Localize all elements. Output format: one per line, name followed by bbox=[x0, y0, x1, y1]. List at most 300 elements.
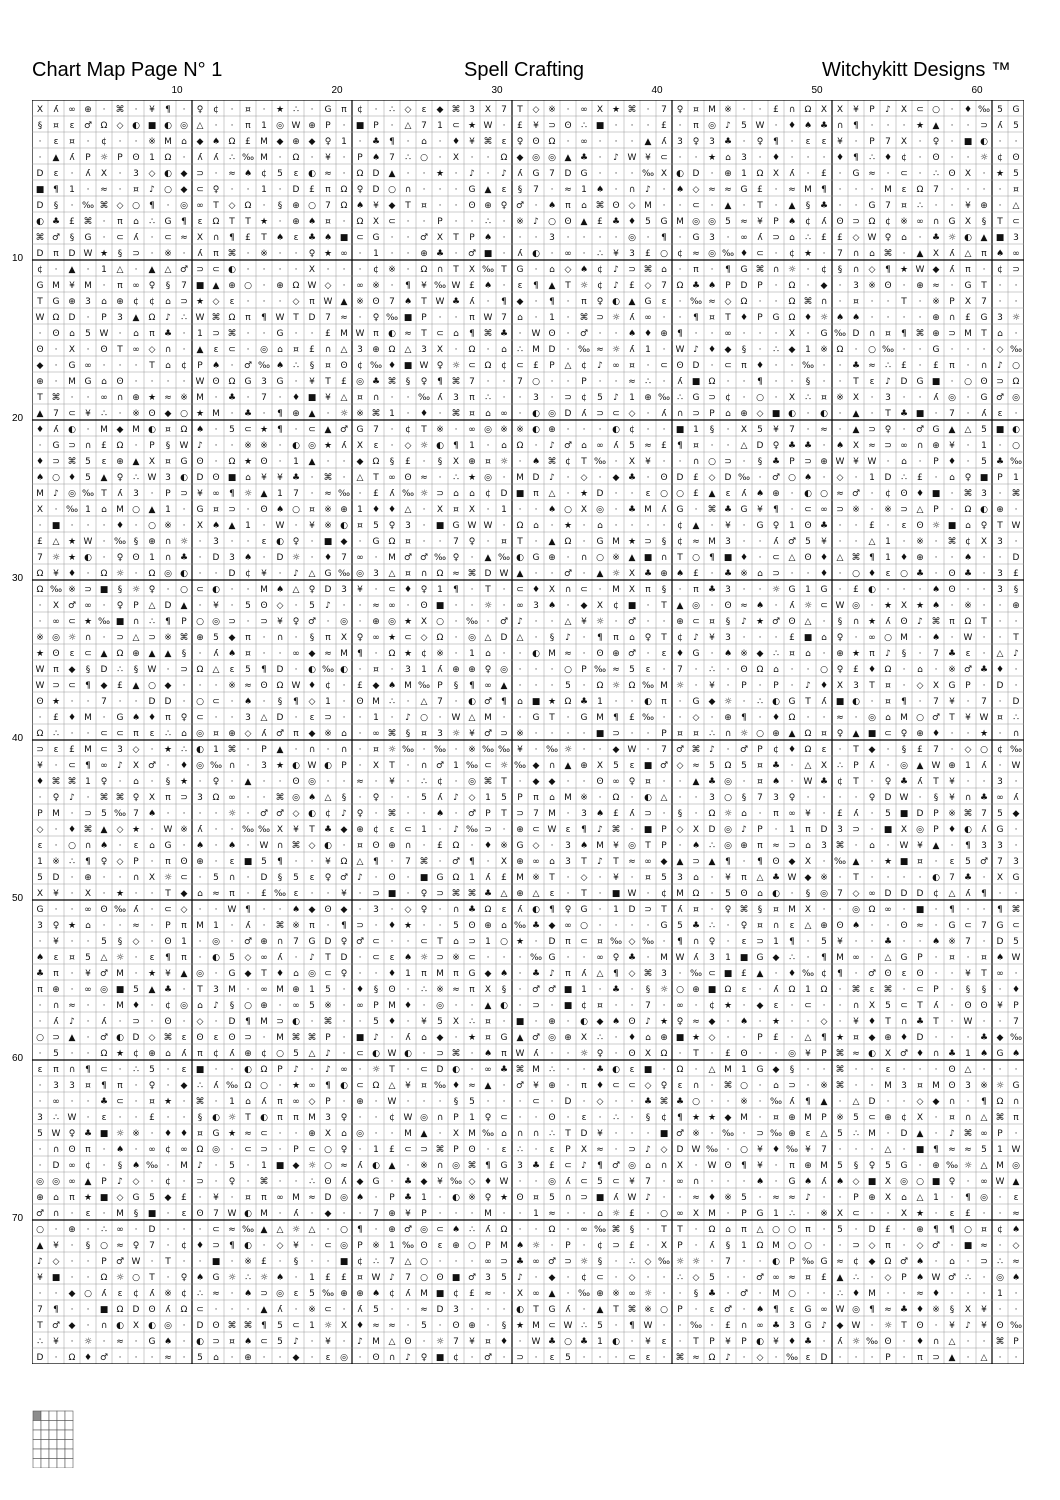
stitch-symbol: ≈ bbox=[244, 1129, 252, 1139]
stitch-symbol: Ω bbox=[357, 169, 364, 179]
stitch-symbol: · bbox=[999, 1065, 1002, 1075]
stitch-symbol: ∩ bbox=[277, 937, 284, 947]
stitch-symbol: £ bbox=[69, 745, 75, 755]
stitch-symbol: § bbox=[278, 697, 283, 707]
stitch-symbol: π bbox=[181, 953, 187, 963]
stitch-symbol: ∩ bbox=[229, 873, 236, 883]
stitch-symbol: £ bbox=[853, 585, 859, 595]
stitch-symbol: · bbox=[295, 857, 298, 867]
stitch-symbol: M bbox=[804, 185, 812, 195]
stitch-symbol: ♦ bbox=[868, 665, 876, 675]
stitch-symbol: § bbox=[166, 281, 171, 291]
stitch-symbol: ※ bbox=[500, 841, 508, 851]
stitch-symbol: · bbox=[615, 185, 618, 195]
stitch-symbol: § bbox=[790, 1065, 795, 1075]
stitch-symbol: M bbox=[84, 745, 92, 755]
stitch-symbol: ○ bbox=[276, 1049, 284, 1059]
stitch-symbol: ¢ bbox=[165, 1001, 171, 1011]
stitch-symbol: · bbox=[951, 969, 954, 979]
stitch-symbol: ◆ bbox=[821, 281, 828, 291]
stitch-symbol: § bbox=[310, 361, 315, 371]
stitch-symbol: Ⅹ bbox=[485, 985, 491, 995]
stitch-symbol: · bbox=[71, 393, 74, 403]
stitch-symbol: ∞ bbox=[84, 361, 92, 371]
stitch-symbol: ◆ bbox=[789, 345, 796, 355]
stitch-symbol: ⊂ bbox=[628, 1353, 636, 1363]
stitch-symbol: · bbox=[615, 169, 618, 179]
stitch-symbol: ¶ bbox=[853, 121, 859, 131]
stitch-symbol: △ bbox=[949, 1337, 956, 1347]
stitch-symbol: ∴ bbox=[853, 1129, 859, 1139]
stitch-symbol: · bbox=[215, 569, 218, 579]
stitch-symbol: § bbox=[182, 649, 187, 659]
stitch-symbol: · bbox=[471, 585, 474, 595]
stitch-symbol: ※ bbox=[948, 937, 956, 947]
stitch-symbol: ☼ bbox=[372, 1065, 380, 1075]
stitch-symbol: ◎ bbox=[260, 345, 268, 355]
stitch-symbol: ⌘ bbox=[324, 473, 333, 483]
stitch-symbol: § bbox=[278, 873, 283, 883]
stitch-symbol: Ω bbox=[293, 281, 300, 291]
stitch-symbol: ε bbox=[374, 441, 379, 451]
stitch-symbol: ◎ bbox=[996, 1273, 1004, 1283]
stitch-symbol: · bbox=[279, 153, 282, 163]
stitch-symbol: £ bbox=[789, 633, 795, 643]
stitch-symbol: · bbox=[151, 1129, 154, 1139]
stitch-symbol: ⊕ bbox=[388, 1209, 396, 1219]
stitch-symbol: · bbox=[71, 201, 74, 211]
stitch-symbol: ≈ bbox=[564, 185, 572, 195]
stitch-symbol: ♠ bbox=[324, 233, 332, 243]
stitch-symbol: · bbox=[855, 793, 858, 803]
stitch-symbol: · bbox=[39, 617, 42, 627]
stitch-symbol: · bbox=[263, 697, 266, 707]
stitch-symbol: ▲ bbox=[309, 409, 316, 419]
stitch-symbol: · bbox=[455, 1001, 458, 1011]
stitch-symbol: ʎ bbox=[261, 729, 267, 739]
stitch-symbol: ○ bbox=[324, 1145, 332, 1155]
stitch-symbol: T bbox=[100, 489, 107, 499]
stitch-symbol: ⊂ bbox=[516, 585, 524, 595]
stitch-symbol: · bbox=[583, 569, 586, 579]
stitch-symbol: ♠ bbox=[756, 1305, 764, 1315]
stitch-symbol: · bbox=[231, 921, 234, 931]
stitch-symbol: · bbox=[615, 1145, 618, 1155]
column-number: 20 bbox=[327, 85, 347, 97]
stitch-symbol: ⊕ bbox=[596, 1289, 604, 1299]
stitch-symbol: · bbox=[407, 697, 410, 707]
stitch-symbol: ♪ bbox=[597, 857, 603, 867]
stitch-symbol: · bbox=[151, 1177, 154, 1187]
stitch-symbol: T bbox=[500, 265, 507, 275]
stitch-symbol: · bbox=[903, 873, 906, 883]
stitch-symbol: ∞ bbox=[916, 217, 924, 227]
stitch-symbol: △ bbox=[565, 617, 572, 627]
stitch-symbol: § bbox=[982, 985, 987, 995]
stitch-symbol: · bbox=[503, 585, 506, 595]
stitch-symbol: ♣ bbox=[580, 153, 588, 163]
stitch-symbol: ¢ bbox=[133, 1289, 139, 1299]
stitch-symbol: ■ bbox=[644, 825, 653, 835]
stitch-symbol: ☼ bbox=[116, 569, 124, 579]
stitch-symbol: ◇ bbox=[853, 233, 860, 243]
stitch-symbol: ¶ bbox=[821, 1033, 827, 1043]
stitch-symbol: ⌂ bbox=[805, 649, 811, 659]
stitch-symbol: · bbox=[503, 217, 506, 227]
stitch-symbol: · bbox=[983, 553, 986, 563]
stitch-symbol: 3 bbox=[997, 841, 1003, 851]
stitch-symbol: · bbox=[711, 1177, 714, 1187]
stitch-symbol: ≈ bbox=[964, 1145, 972, 1155]
stitch-symbol: ε bbox=[390, 825, 395, 835]
stitch-symbol: · bbox=[439, 1097, 442, 1107]
stitch-symbol: T bbox=[884, 1017, 891, 1027]
stitch-symbol: ★ bbox=[436, 169, 444, 179]
stitch-symbol: ∩ bbox=[549, 761, 556, 771]
stitch-symbol: ∩ bbox=[773, 921, 780, 931]
stitch-symbol: · bbox=[791, 505, 794, 515]
stitch-symbol: ⌘ bbox=[116, 105, 125, 115]
stitch-symbol: ¶ bbox=[85, 681, 91, 691]
stitch-symbol: · bbox=[407, 249, 410, 259]
stitch-symbol: ⌘ bbox=[164, 1033, 173, 1043]
stitch-symbol: G bbox=[85, 377, 92, 387]
stitch-symbol: £ bbox=[469, 1289, 475, 1299]
stitch-symbol: ⌂ bbox=[597, 1209, 603, 1219]
stitch-symbol: ♂ bbox=[356, 937, 364, 947]
stitch-symbol: G bbox=[677, 505, 684, 515]
stitch-symbol: · bbox=[871, 809, 874, 819]
stitch-symbol: △ bbox=[789, 553, 796, 563]
stitch-symbol: ε bbox=[870, 985, 875, 995]
stitch-symbol: ※ bbox=[980, 1081, 988, 1091]
stitch-symbol: · bbox=[839, 1241, 842, 1251]
stitch-symbol: · bbox=[455, 633, 458, 643]
stitch-symbol: £ bbox=[821, 169, 827, 179]
stitch-symbol: P bbox=[725, 281, 731, 291]
stitch-symbol: ∴ bbox=[517, 1145, 523, 1155]
stitch-symbol: △ bbox=[405, 121, 412, 131]
stitch-symbol: π bbox=[261, 1193, 267, 1203]
stitch-symbol: T bbox=[260, 233, 267, 243]
stitch-symbol: · bbox=[903, 905, 906, 915]
stitch-symbol: ʎ bbox=[677, 377, 683, 387]
stitch-symbol: ♣ bbox=[84, 1129, 92, 1139]
stitch-symbol: ※ bbox=[164, 249, 172, 259]
stitch-symbol: Ω bbox=[549, 137, 556, 147]
stitch-symbol: £ bbox=[245, 137, 251, 147]
stitch-symbol: ◆ bbox=[869, 1033, 876, 1043]
stitch-symbol: · bbox=[279, 297, 282, 307]
stitch-symbol: ♣ bbox=[724, 137, 732, 147]
stitch-symbol: ʎ bbox=[245, 921, 251, 931]
stitch-symbol: ∩ bbox=[133, 617, 140, 627]
stitch-symbol: ☼ bbox=[724, 697, 732, 707]
stitch-symbol: P bbox=[661, 729, 667, 739]
stitch-symbol: Ⅹ bbox=[981, 537, 987, 547]
stitch-symbol: ♦ bbox=[916, 1305, 924, 1315]
stitch-symbol: ∞ bbox=[484, 1257, 492, 1267]
stitch-symbol: ■ bbox=[356, 1033, 365, 1043]
stitch-symbol: 3 bbox=[981, 489, 987, 499]
stitch-symbol: T bbox=[852, 873, 859, 883]
stitch-symbol: ▲ bbox=[197, 345, 204, 355]
stitch-symbol: ⊕ bbox=[36, 377, 44, 387]
stitch-symbol: · bbox=[231, 105, 234, 115]
stitch-symbol: Ⅹ bbox=[149, 793, 155, 803]
stitch-symbol: ⌂ bbox=[757, 569, 763, 579]
stitch-symbol: ∞ bbox=[260, 953, 268, 963]
stitch-symbol: ‰ bbox=[434, 553, 446, 563]
stitch-symbol: 7 bbox=[949, 409, 955, 419]
stitch-symbol: · bbox=[535, 617, 538, 627]
stitch-symbol: ◇ bbox=[149, 1033, 156, 1043]
stitch-symbol: ★ bbox=[132, 825, 140, 835]
stitch-symbol: ‰ bbox=[434, 281, 446, 291]
stitch-symbol: D bbox=[101, 665, 108, 675]
stitch-symbol: · bbox=[903, 1145, 906, 1155]
stitch-symbol: ○ bbox=[580, 921, 588, 931]
stitch-symbol: ★ bbox=[708, 1113, 716, 1123]
stitch-symbol: · bbox=[439, 825, 442, 835]
stitch-symbol: · bbox=[807, 665, 810, 675]
stitch-symbol: ■ bbox=[868, 1177, 877, 1187]
stitch-symbol: P bbox=[661, 825, 667, 835]
stitch-symbol: ♪ bbox=[645, 1017, 651, 1027]
stitch-symbol: Ⅹ bbox=[629, 457, 635, 467]
stitch-symbol: π bbox=[693, 265, 699, 275]
stitch-symbol: ⌘ bbox=[676, 1353, 685, 1363]
stitch-symbol: § bbox=[646, 1113, 651, 1123]
stitch-symbol: ☼ bbox=[228, 809, 236, 819]
stitch-symbol: ε bbox=[566, 825, 571, 835]
stitch-symbol: · bbox=[567, 377, 570, 387]
stitch-symbol: · bbox=[311, 1065, 314, 1075]
stitch-symbol: △ bbox=[965, 425, 972, 435]
stitch-symbol: · bbox=[919, 169, 922, 179]
stitch-symbol: ◆ bbox=[613, 473, 620, 483]
stitch-symbol: ♦ bbox=[180, 1129, 188, 1139]
stitch-symbol: ⊂ bbox=[164, 233, 172, 243]
stitch-symbol: · bbox=[679, 153, 682, 163]
stitch-symbol: P bbox=[485, 809, 491, 819]
stitch-symbol: ¤ bbox=[693, 441, 699, 451]
stitch-symbol: ∴ bbox=[53, 729, 59, 739]
stitch-symbol: 7 bbox=[469, 377, 475, 387]
stitch-symbol: ¢ bbox=[181, 1241, 187, 1251]
stitch-symbol: · bbox=[503, 233, 506, 243]
stitch-symbol: · bbox=[935, 1321, 938, 1331]
stitch-symbol: · bbox=[647, 105, 650, 115]
stitch-symbol: £ bbox=[773, 1033, 779, 1043]
stitch-symbol: § bbox=[86, 1241, 91, 1251]
stitch-symbol: ■ bbox=[436, 1289, 445, 1299]
row-number: 20 bbox=[12, 413, 32, 425]
stitch-symbol: · bbox=[775, 1353, 778, 1363]
stitch-symbol: ◆ bbox=[229, 633, 236, 643]
stitch-symbol: 1 bbox=[421, 825, 427, 835]
stitch-symbol: · bbox=[343, 169, 346, 179]
stitch-symbol: ♀ bbox=[149, 281, 156, 291]
stitch-symbol: § bbox=[838, 265, 843, 275]
stitch-symbol: P bbox=[325, 121, 331, 131]
stitch-symbol: § bbox=[230, 1001, 235, 1011]
stitch-symbol: · bbox=[183, 153, 186, 163]
stitch-symbol: · bbox=[935, 1257, 938, 1267]
stitch-symbol: Ω bbox=[549, 1225, 556, 1235]
stitch-symbol: · bbox=[87, 1225, 90, 1235]
stitch-symbol: Ⅹ bbox=[933, 681, 939, 691]
stitch-symbol: ◆ bbox=[805, 873, 812, 883]
stitch-symbol: △ bbox=[405, 505, 412, 515]
stitch-symbol: · bbox=[487, 1097, 490, 1107]
stitch-symbol: · bbox=[775, 361, 778, 371]
stitch-symbol: ♦ bbox=[788, 121, 796, 131]
stitch-symbol: · bbox=[567, 313, 570, 323]
stitch-symbol: ⊕ bbox=[740, 841, 748, 851]
stitch-symbol: · bbox=[599, 905, 602, 915]
stitch-symbol: · bbox=[39, 521, 42, 531]
stitch-symbol: ¤ bbox=[197, 1129, 203, 1139]
stitch-symbol: ◐ bbox=[244, 1065, 252, 1075]
stitch-symbol: G bbox=[53, 297, 60, 307]
stitch-symbol: ♪ bbox=[309, 953, 315, 963]
stitch-symbol: · bbox=[71, 937, 74, 947]
stitch-symbol: ≈ bbox=[404, 329, 412, 339]
stitch-symbol: T bbox=[388, 761, 395, 771]
stitch-symbol: § bbox=[406, 729, 411, 739]
stitch-symbol: ♠ bbox=[580, 265, 588, 275]
stitch-symbol: 3 bbox=[117, 745, 123, 755]
stitch-symbol: ◐ bbox=[68, 425, 76, 435]
stitch-symbol: · bbox=[519, 985, 522, 995]
stitch-symbol: · bbox=[183, 1177, 186, 1187]
stitch-symbol: P bbox=[85, 153, 91, 163]
stitch-symbol: Ω bbox=[389, 537, 396, 547]
stitch-symbol: ∩ bbox=[789, 105, 796, 115]
stitch-symbol: § bbox=[134, 665, 139, 675]
stitch-symbol: ¤ bbox=[949, 953, 955, 963]
stitch-symbol: ‰ bbox=[242, 1225, 254, 1235]
stitch-symbol: · bbox=[87, 697, 90, 707]
stitch-symbol: ⌂ bbox=[949, 473, 955, 483]
stitch-symbol: ♠ bbox=[804, 121, 812, 131]
stitch-symbol: ∴ bbox=[293, 361, 299, 371]
stitch-symbol: ○ bbox=[660, 489, 668, 499]
stitch-symbol: ¢ bbox=[773, 745, 779, 755]
stitch-symbol: ○ bbox=[468, 1241, 476, 1251]
stitch-symbol: ⊃ bbox=[772, 233, 780, 243]
stitch-symbol: P bbox=[661, 841, 667, 851]
stitch-symbol: · bbox=[1015, 1305, 1018, 1315]
stitch-symbol: ◆ bbox=[69, 1289, 76, 1299]
stitch-symbol: ※ bbox=[932, 297, 940, 307]
stitch-symbol: ⊃ bbox=[1012, 265, 1020, 275]
stitch-symbol: ∞ bbox=[292, 1001, 300, 1011]
stitch-symbol: · bbox=[663, 1273, 666, 1283]
stitch-symbol: 7 bbox=[149, 1241, 155, 1251]
stitch-symbol: ʎ bbox=[277, 1305, 283, 1315]
stitch-symbol: ※ bbox=[836, 1113, 844, 1123]
stitch-symbol: ◇ bbox=[709, 473, 716, 483]
stitch-symbol: § bbox=[742, 793, 747, 803]
stitch-symbol: · bbox=[343, 985, 346, 995]
stitch-symbol: ♠ bbox=[132, 713, 140, 723]
stitch-symbol: ε bbox=[502, 137, 507, 147]
stitch-symbol: ʎ bbox=[981, 409, 987, 419]
stitch-symbol: 5 bbox=[293, 1049, 299, 1059]
stitch-symbol: ⌘ bbox=[292, 1033, 301, 1043]
stitch-symbol: Ω bbox=[693, 889, 700, 899]
stitch-symbol: ∞ bbox=[756, 1321, 764, 1331]
stitch-symbol: T bbox=[196, 985, 203, 995]
stitch-symbol: · bbox=[791, 1033, 794, 1043]
stitch-symbol: 3 bbox=[437, 729, 443, 739]
stitch-symbol: ∞ bbox=[148, 1145, 156, 1155]
stitch-symbol: £ bbox=[725, 1049, 731, 1059]
stitch-symbol: · bbox=[263, 921, 266, 931]
stitch-symbol: 1 bbox=[789, 521, 795, 531]
stitch-symbol: ¶ bbox=[885, 265, 891, 275]
stitch-symbol: · bbox=[519, 681, 522, 691]
stitch-symbol: ¥ bbox=[85, 409, 91, 419]
stitch-symbol: W bbox=[1012, 521, 1021, 531]
stitch-symbol: M bbox=[788, 905, 796, 915]
stitch-symbol: ⌘ bbox=[68, 457, 77, 467]
stitch-symbol: · bbox=[343, 217, 346, 227]
stitch-symbol: · bbox=[407, 761, 410, 771]
stitch-symbol: ♠ bbox=[276, 505, 284, 515]
stitch-symbol: ≈ bbox=[820, 425, 828, 435]
stitch-symbol: ♠ bbox=[932, 633, 940, 643]
stitch-symbol: · bbox=[903, 313, 906, 323]
stitch-symbol: ʎ bbox=[213, 1081, 219, 1091]
stitch-symbol: Ⅹ bbox=[645, 1049, 651, 1059]
stitch-symbol: ¶ bbox=[53, 1305, 59, 1315]
stitch-symbol: · bbox=[567, 601, 570, 611]
stitch-symbol: Ⅹ bbox=[901, 1209, 907, 1219]
stitch-symbol: ♦ bbox=[484, 1177, 492, 1187]
stitch-symbol: ¤ bbox=[69, 137, 75, 147]
stitch-symbol: ♪ bbox=[917, 617, 923, 627]
stitch-symbol: · bbox=[855, 473, 858, 483]
stitch-symbol: · bbox=[935, 553, 938, 563]
stitch-symbol: ε bbox=[150, 729, 155, 739]
stitch-symbol: 7 bbox=[757, 793, 763, 803]
stitch-symbol: · bbox=[311, 105, 314, 115]
stitch-symbol: ≈ bbox=[180, 233, 188, 243]
stitch-symbol: ※ bbox=[820, 345, 828, 355]
stitch-symbol: ¶ bbox=[229, 489, 235, 499]
stitch-symbol: · bbox=[359, 1113, 362, 1123]
stitch-symbol: ⊃ bbox=[644, 809, 652, 819]
stitch-symbol: ◐ bbox=[772, 1257, 780, 1267]
stitch-symbol: W bbox=[260, 841, 269, 851]
stitch-symbol: Ω bbox=[629, 681, 636, 691]
stitch-symbol: ▲ bbox=[821, 1097, 828, 1107]
stitch-symbol: ■ bbox=[324, 537, 333, 547]
stitch-symbol: π bbox=[325, 633, 331, 643]
stitch-symbol: · bbox=[103, 633, 106, 643]
stitch-symbol: ⊂ bbox=[452, 121, 460, 131]
stitch-symbol: ▲ bbox=[341, 297, 348, 307]
stitch-symbol: ♀ bbox=[149, 1081, 156, 1091]
stitch-symbol: · bbox=[199, 809, 202, 819]
stitch-symbol: · bbox=[759, 473, 762, 483]
stitch-symbol: £ bbox=[1013, 569, 1019, 579]
stitch-symbol: ▲ bbox=[261, 1305, 268, 1315]
stitch-symbol: 5 bbox=[981, 1145, 987, 1155]
